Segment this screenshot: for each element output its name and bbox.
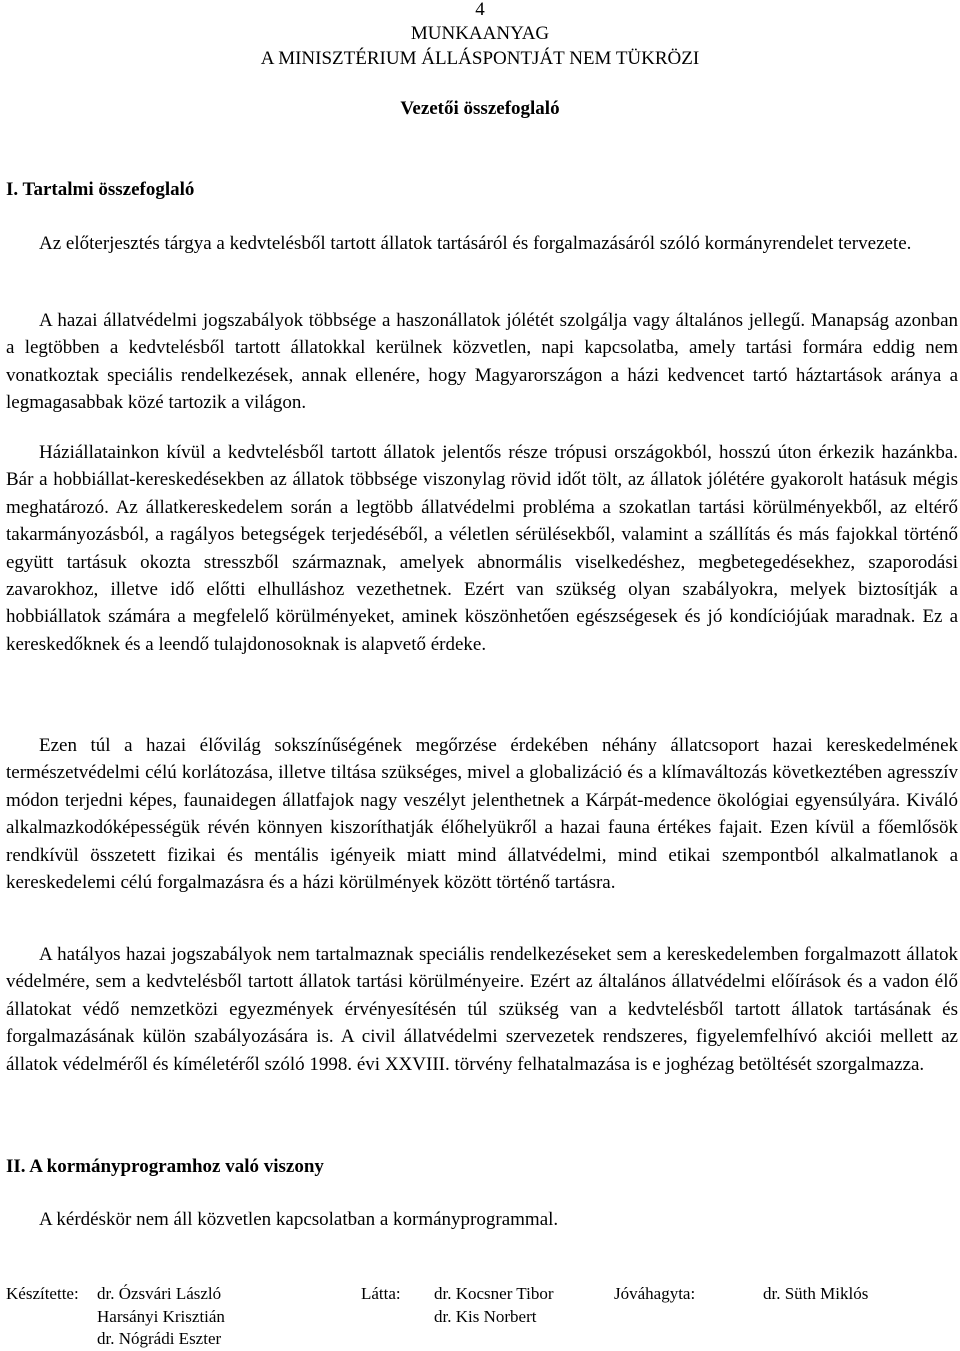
paragraph-subject bbox=[6, 230, 958, 257]
paragraph-text: A hazai állatvédelmi jogszabályok többsége a haszonállatok jólétét szolgálja vagy általános jellegű. Manapság azonban a legtöbben a kedvtelésből tartott állatokkal kerülnek közvetlen, napi kapcsolatba, amely tartási formára eddig nem vonatkoztak speciális rendelkezések, annak ellenére, hogy Magyarországon a házi kedvencet tartó háztartások aránya a legmagasabbak közé tartozik a világon. bbox=[6, 310, 958, 414]
approved-by-name: dr. Süth Miklós bbox=[763, 1284, 869, 1303]
approved-label: Jóváhagyta: bbox=[614, 1284, 696, 1303]
approved-by-col bbox=[763, 1283, 868, 1306]
seen-label-col bbox=[361, 1283, 401, 1306]
seen-by-name: dr. Kocsner Tibor bbox=[434, 1284, 554, 1303]
paragraph-government-program bbox=[6, 1206, 958, 1233]
paragraph-legislation bbox=[6, 307, 958, 417]
approved-label-col bbox=[614, 1283, 695, 1306]
summary-title: Vezetői összefoglaló bbox=[400, 98, 560, 119]
prepared-by-col bbox=[97, 1283, 225, 1351]
section-2-title: II. A kormányprogramhoz való viszony bbox=[6, 1156, 324, 1177]
paragraph-text: Az előterjesztés tárgya a kedvtelésből tartott állatok tartásáról és forgalmazásáról szóló kormányrendelet tervezete. bbox=[39, 233, 912, 254]
paragraph-biodiversity bbox=[6, 732, 958, 896]
draft-notice: MUNKAANYAG bbox=[410, 23, 550, 44]
prepared-label-col bbox=[6, 1283, 79, 1306]
signature-footer bbox=[0, 1283, 960, 1349]
section-1-title: I. Tartalmi összefoglaló bbox=[6, 179, 195, 200]
page-number: 4 bbox=[475, 0, 485, 20]
paragraph-text: Háziállatainkon kívül a kedvtelésből tartott állatok jelentős része trópusi országokból, hosszú úton érkezik hazánkba. Bár a hobbiállat-kereskedésekben az állatok többsége viszonylag rövid időt tölt, az állatok jólétére gyakorolt hatásuk mégis meghatározó. Az állatkereskedelem során a legtöbb állatvédelmi probléma a szokatlan tartási körülményekből, az eltérő takarmányozásból, a ragályos betegségek terjedéséből, a véletlen sérülésekből, valamint a szállítás és más fajokkal történő együtt tartásuk okozta stresszből származnak, amelyek abnormális viselkedéshez, megbetegedésekhez, szaporodási zavarokhoz, illetve idő előtti elhulláshoz vezethetnek. Ezért van szükség olyan szabályokra, melyek biztosítják a hobbiállatok számára a megfelelő körülményeket, aminek köszönhetően egészségesek és jó kondíciójúak maradnak. Ez a kereskedőknek és a leendő tulajdonosoknak is alapvető érdeke. bbox=[6, 442, 958, 655]
paragraph-current-law bbox=[6, 941, 958, 1078]
prepared-by-name: dr. Nógrádi Eszter bbox=[97, 1329, 222, 1348]
prepared-by-name: Harsányi Krisztián bbox=[97, 1306, 225, 1326]
seen-by-col bbox=[434, 1283, 553, 1328]
paragraph-trade-issues bbox=[6, 439, 958, 658]
paragraph-text: Ezen túl a hazai élővilág sokszínűségének megőrzése érdekében néhány állatcsoport hazai kereskedelmének természetvédelmi célú korlátozása, illetve tiltása szükséges, mivel a globalizáció és a klímaváltozás következtében agresszív módon terjedni képes, faunaidegen állatfajok nagy veszélyt jelenthetnek a Kárpát-medence ökológiai egyensúlyára. Kiváló alkalmazkodóképességük révén könnyen kiszoríthatják élőhelyükről a hazai fauna értékes fajait. Ezen kívül a főemlősök rendkívül összetett fizikai és mentális igényeik miatt mind állatvédelmi, mind etikai szempontból alkalmatlanok a kereskedelemi célú forgalmazásra és a házi körülmények között történő tartásra. bbox=[6, 735, 958, 894]
seen-by-name: dr. Kis Norbert bbox=[434, 1306, 537, 1326]
prepared-by-name: dr. Ózsvári László bbox=[97, 1284, 222, 1303]
ministry-disclaimer: A MINISZTÉRIUM ÁLLÁSPONTJÁT NEM TÜKRÖZI bbox=[260, 48, 700, 69]
paragraph-text: A kérdéskör nem áll közvetlen kapcsolatban a kormányprogrammal. bbox=[39, 1209, 559, 1230]
paragraph-text: A hatályos hazai jogszabályok nem tartalmaznak speciális rendelkezéseket sem a kereskedelemben forgalmazott állatok védelmére, sem a kedvtelésből tartott állatok tartási körülményeire. Ezért az általános állatvédelmi előírások és a vadon élő állatokat védő nemzetközi egyezmények érvényesítésén túl szükség van a kedvtelésből tartott állatok tartásának és forgalmazásának külön szabályozására is. A civil állatvédelmi szervezetek rendszeres, figyelemfelhívó akciói mellett az állatok védelméről és kíméletéről szóló 1998. évi XXVIII. törvény felhatalmazása is e joghézag betöltését szorgalmazza. bbox=[6, 944, 958, 1075]
prepared-label: Készítette: bbox=[6, 1284, 79, 1303]
seen-label: Látta: bbox=[361, 1284, 401, 1303]
